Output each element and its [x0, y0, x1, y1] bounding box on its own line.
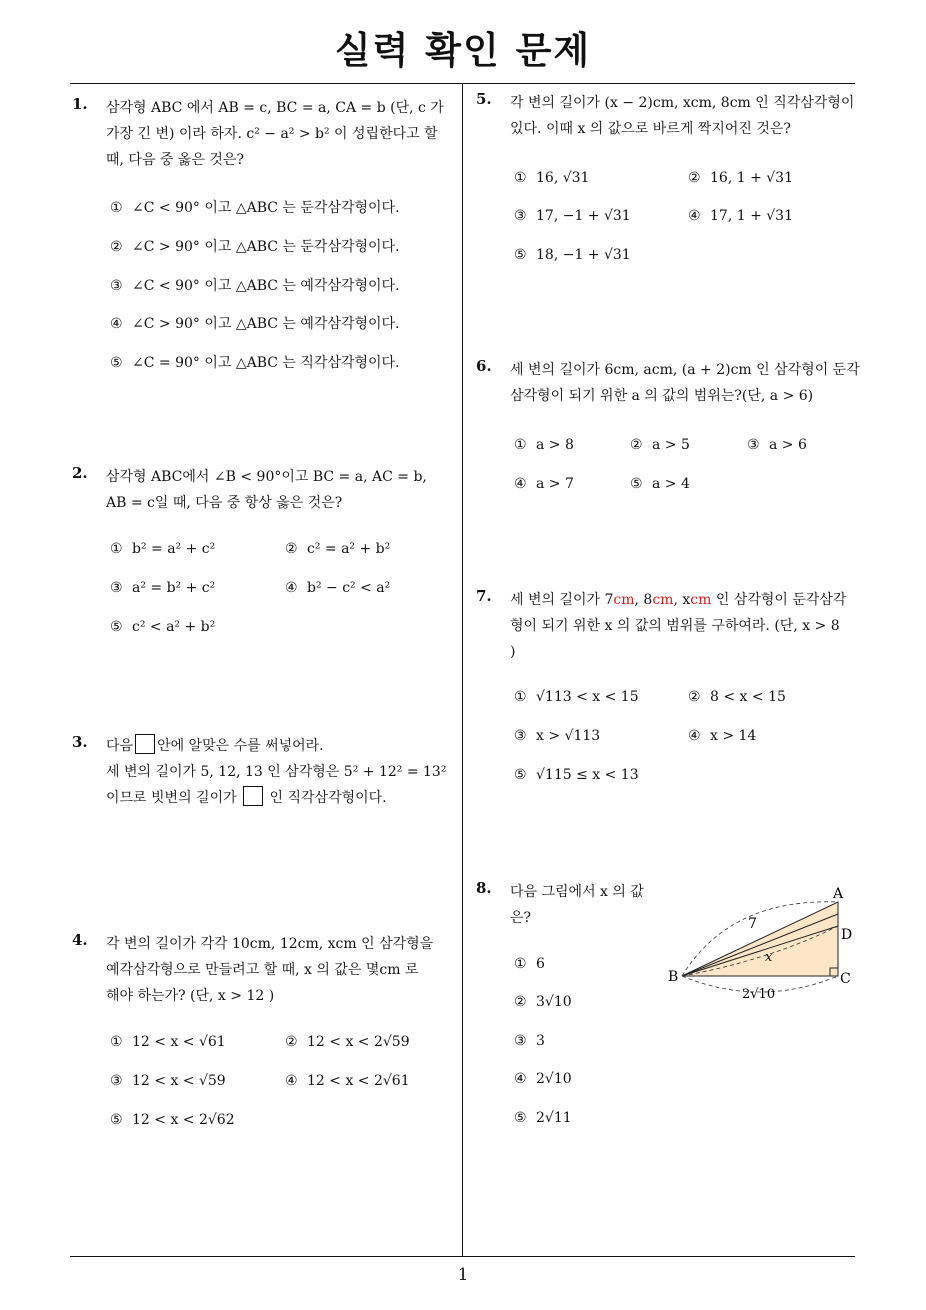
choice-2[interactable]: ② 3√10: [514, 994, 572, 1010]
label-side-bd: x: [765, 950, 773, 965]
problem-1: [72, 95, 457, 385]
choice-5[interactable]: ⑤ a > 4: [630, 476, 690, 492]
problem-line: AB = c일 때, 다음 중 항상 옳은 것은?: [106, 495, 343, 511]
problem-7: [476, 587, 861, 797]
choice-3[interactable]: ③ 3: [514, 1033, 545, 1049]
choice-1[interactable]: ① √113 < x < 15: [514, 689, 639, 705]
choice-1[interactable]: ① ∠C < 90° 이고 △ABC 는 둔각삼각형이다.: [110, 200, 400, 216]
choice-1[interactable]: ① 6: [514, 956, 545, 972]
choice-5[interactable]: ⑤ c² < a² + b²: [110, 619, 216, 635]
label-side-bc: 2√10: [742, 987, 776, 1002]
problem-number: 6.: [476, 357, 492, 375]
triangle-fill: [682, 902, 838, 976]
problem-6: [476, 357, 861, 497]
page-number: 1: [457, 1265, 469, 1285]
problem-4: [72, 931, 457, 1141]
problem-number: 8.: [476, 879, 492, 897]
problem-number: 4.: [72, 931, 88, 949]
answer-box[interactable]: [135, 734, 155, 754]
problem-number: 7.: [476, 587, 492, 605]
problem-text: [106, 95, 444, 173]
problem-3: [72, 733, 457, 823]
choice-2[interactable]: ② 12 < x < 2√59: [285, 1034, 410, 1050]
choice-4[interactable]: ④ x > 14: [688, 728, 757, 744]
choice-1[interactable]: ① a > 8: [514, 437, 574, 453]
problem-line: 예각삼각형으로 만들려고 할 때, x 의 값은 몇cm 로: [106, 962, 419, 978]
label-b: B: [668, 969, 679, 985]
triangle-figure: [660, 880, 860, 1005]
choice-4[interactable]: ④ a > 7: [514, 476, 574, 492]
problem-line: 세 변의 길이가 6cm, acm, (a + 2)cm 인 삼각형이 둔각: [510, 362, 860, 378]
choice-5[interactable]: ⑤ ∠C = 90° 이고 △ABC 는 직각삼각형이다.: [110, 355, 400, 371]
choice-5[interactable]: ⑤ 12 < x < 2√62: [110, 1112, 235, 1128]
choice-4[interactable]: ④ 2√10: [514, 1071, 572, 1087]
problem-line: 가장 긴 변) 이라 하자. c² − a² > b² 이 성립한다고 할: [106, 126, 438, 142]
choice-3[interactable]: ③ x > √113: [514, 728, 601, 744]
problem-number: 3.: [72, 733, 88, 751]
choice-5[interactable]: ⑤ 2√11: [514, 1110, 572, 1126]
problem-line: 세 변의 길이가 5, 12, 13 인 삼각형은 5² + 12² = 13²: [106, 764, 447, 780]
problem-text: [510, 879, 644, 931]
label-a: A: [833, 886, 844, 902]
choice-3[interactable]: ③ 12 < x < √59: [110, 1073, 226, 1089]
choice-1[interactable]: ① b² = a² + c²: [110, 541, 216, 557]
choice-1[interactable]: ① 12 < x < √61: [110, 1034, 226, 1050]
choice-2[interactable]: ② ∠C > 90° 이고 △ABC 는 둔각삼각형이다.: [110, 239, 400, 255]
problem-line: 삼각형 ABC에서 ∠B < 90°이고 BC = a, AC = b,: [106, 469, 427, 485]
problem-line: 각 변의 길이가 각각 10cm, 12cm, xcm 인 삼각형을: [106, 936, 434, 952]
choice-1[interactable]: ① 16, √31: [514, 170, 590, 186]
problem-line: 다음 안에 알맞은 수를 써넣어라.: [106, 733, 446, 759]
problem-text: [510, 90, 854, 142]
page-title: 실력 확인 문제: [334, 29, 592, 72]
problem-line: 삼각형 ABC 에서 AB = c, BC = a, CA = b (단, c 가: [106, 100, 444, 116]
choice-5[interactable]: ⑤ 18, −1 + √31: [514, 247, 631, 263]
choice-4[interactable]: ④ b² − c² < a²: [285, 580, 391, 596]
problem-line: 세 변의 길이가 7cm, 8cm, xcm 인 삼각형이 둔각삼각: [510, 592, 847, 608]
choice-4[interactable]: ④ 17, 1 + √31: [688, 208, 793, 224]
choice-3[interactable]: ③ a > 6: [747, 437, 807, 453]
choice-2[interactable]: ② 8 < x < 15: [688, 689, 786, 705]
problem-text: [106, 931, 433, 1009]
problem-text: [510, 587, 846, 665]
problem-line: 다음 그림에서 x 의 값: [510, 884, 644, 900]
choice-5[interactable]: ⑤ √115 ≤ x < 13: [514, 767, 639, 783]
problem-text: [510, 357, 860, 409]
label-side-ab: 7: [748, 916, 757, 932]
choice-2[interactable]: ② 16, 1 + √31: [688, 170, 793, 186]
choice-4[interactable]: ④ ∠C > 90° 이고 △ABC 는 예각삼각형이다.: [110, 316, 400, 332]
label-c: C: [840, 971, 851, 987]
problem-line: 각 변의 길이가 (x − 2)cm, xcm, 8cm 인 직각삼각형이: [510, 95, 855, 111]
problem-line: 형이 되기 위한 x 의 값의 범위를 구하여라. (단, x > 8: [510, 618, 840, 634]
problem-line: 해야 하는가? (단, x > 12 ): [106, 988, 275, 1004]
problem-text: [106, 464, 427, 516]
choice-2[interactable]: ② c² = a² + b²: [285, 541, 391, 557]
choice-3[interactable]: ③ a² = b² + c²: [110, 580, 216, 596]
problem-text: [106, 733, 446, 811]
choice-3[interactable]: ③ 17, −1 + √31: [514, 208, 631, 224]
problem-line: 은?: [510, 910, 532, 926]
problem-5: [476, 90, 861, 270]
problem-line: 때, 다음 중 옳은 것은?: [106, 152, 244, 168]
problem-line: 삼각형이 되기 위한 a 의 값의 범위는?(단, a > 6): [510, 388, 814, 404]
problem-line: 이므로 빗변의 길이가 인 직각삼각형이다.: [106, 785, 446, 811]
problem-line: ): [510, 644, 516, 660]
problem-2: [72, 464, 457, 644]
problem-number: 1.: [72, 95, 88, 113]
problem-line: 있다. 이때 x 의 값으로 바르게 짝지어진 것은?: [510, 121, 791, 137]
choice-2[interactable]: ② a > 5: [630, 437, 690, 453]
problem-number: 5.: [476, 90, 492, 108]
problem-number: 2.: [72, 464, 88, 482]
choice-4[interactable]: ④ 12 < x < 2√61: [285, 1073, 410, 1089]
label-d: D: [841, 927, 853, 943]
answer-box[interactable]: [243, 786, 263, 806]
bottom-rule: [70, 1256, 855, 1257]
column-divider: [462, 83, 463, 1257]
choice-3[interactable]: ③ ∠C < 90° 이고 △ABC 는 예각삼각형이다.: [110, 278, 400, 294]
